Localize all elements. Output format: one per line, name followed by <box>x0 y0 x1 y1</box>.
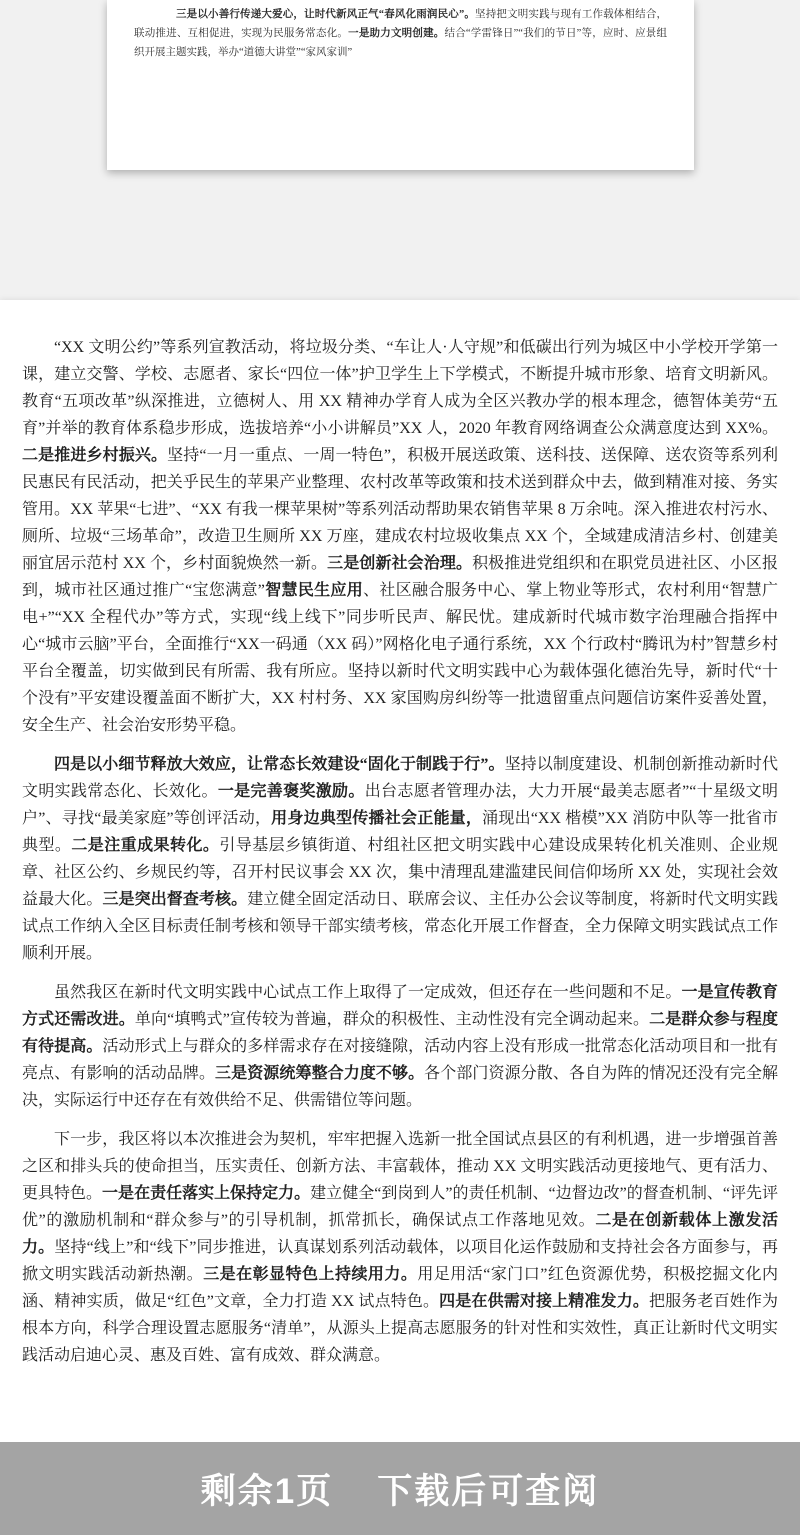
text-run: 二是在创新载体上激发活力。 <box>22 1212 778 1256</box>
text-run: 二是群众参与程度有待提高。 <box>22 1011 778 1055</box>
text-run: 单向“填鸭式”宣传较为普遍，群众的积极性、主动性没有完全调动起来。 <box>134 1011 650 1028</box>
text-run: 把服务老百姓作为根本方向，科学合理设置志愿服务“清单”，从源头上提高志愿服务的针对性和实效性，真正让新时代文明实践活动启迪心灵、惠及百姓、富有成效、群众满意。 <box>22 1293 778 1364</box>
text-run: 二是注重成果转化。 <box>71 837 220 854</box>
text-run: 用身边典型传播社会正能量， <box>271 810 483 827</box>
text-run: 三是以小善行传递大爱心，让时代新风正气“春风化雨润民心”。 <box>176 9 476 20</box>
text-run: 坚持“线上”和“线下”同步推进，认真谋划系列活动载体，以项目化运作鼓励和支持社会各方面参与，再掀文明实践活动新热潮。 <box>22 1239 778 1283</box>
text-run: 、社区融合服务中心、掌上物业等形式，农村利用“智慧广电+”“XX 全程代办”等方式，实现“线上线下”同步听民声、解民忧。建成新时代城市数字治理融合指挥中心“城市云脑”平台，全面推行“XX一码通（XX 码）”网格化电子通行系统，XX 个行政村“腾讯为村”智慧乡村平台全覆盖，切实做到民有所需、我有所应。坚持以新时代文明实践中心为载体强化德治先导，新时代“十个没有”平安建设覆盖面不断扩大，XX 村村务、XX 家国购房纠纷等一批遗留重点问题信访案件妥善处置，安全生产、社会治安形势平稳。 <box>22 582 778 734</box>
text-run: 坚持以制度建设、机制创新推动新时代文明实践常态化、长效化。 <box>22 756 778 800</box>
text-run: 建立健全固定活动日、联席会议、主任办公会议等制度，将新时代文明实践试点工作纳入全区目标责任制考核和领导干部实绩考核，常态化开展工作督查，全力保障文明实践试点工作顺利开展。 <box>22 891 778 962</box>
download-footer-bar[interactable] <box>0 1442 800 1535</box>
text-run: 一是宣传教育方式还需改进。 <box>22 984 778 1028</box>
text-run: 三是创新社会治理。 <box>327 555 473 572</box>
text-run: 三是在彰显特色上持续用力。 <box>203 1266 418 1283</box>
paragraph <box>22 979 778 1114</box>
text-run: 坚持把文明实践与现有工作载体相结合，联动推进、互相促进，实现为民服务常态化。 <box>134 9 668 39</box>
text-run: 建立健全“到岗到人”的责任机制、“边督边改”的督查机制、“评先评优”的激励机制和“群众参与”的引导机制，抓常抓长，确保试点工作落地见效。 <box>22 1185 778 1229</box>
paragraph <box>22 334 778 739</box>
text-run: 智慧民生应用 <box>264 582 364 599</box>
text-run: 引导基层乡镇街道、村组社区把文明实践中心建设成果转化机关准则、企业规章、社区公约、乡规民约等，召开村民议事会 XX 次，集中清理乱建滥建民间信仰场所 XX 处，实现社会效益最大化。 <box>22 837 778 908</box>
document-body <box>22 334 778 1369</box>
text-run: 出台志愿者管理办法，大力开展“最美志愿者”“十星级文明户”、寻找“最美家庭”等创评活动， <box>22 783 778 827</box>
text-run: 用足用活“家门口”红色资源优势，积极挖掘文化内涵、精神实质，做足“红色”文章，全力打造 XX 试点特色。 <box>22 1266 778 1310</box>
text-run: 结合“学雷锋日”“我们的节日”等，应时、应景组织开展主题实践，举办“道德大讲堂”“家风家训” <box>134 28 668 58</box>
paragraph <box>22 1126 778 1369</box>
text-run: 三是突出督查考核。 <box>102 891 248 908</box>
text-run: 一是在责任落实上保持定力。 <box>102 1185 311 1202</box>
text-run: 四是以小细节释放大效应，让常态长效建设“固化于制践于行”。 <box>54 756 505 773</box>
text-run: 四是在供需对接上精准发力。 <box>439 1293 649 1310</box>
text-run: 虽然我区在新时代文明实践中心试点工作上取得了一定成效，但还存在一些问题和不足。 <box>54 984 682 1001</box>
text-run: 一是完善褒奖激励。 <box>217 783 365 800</box>
download-hint-label: 下载后可查阅 <box>377 1471 600 1511</box>
remaining-pages-label: 剩余1页 <box>200 1471 334 1511</box>
paragraph <box>22 751 778 967</box>
text-run: 涌现出“XX 楷模”XX 消防中队等一批省市典型。 <box>22 810 778 854</box>
text-run: 一是助力文明创建。 <box>348 28 445 39</box>
text-run: 各个部门资源分散、各自为阵的情况还没有完全解决，实际运行中还存在有效供给不足、供需错位等问题。 <box>22 1065 778 1109</box>
previous-page-preview <box>107 0 694 170</box>
previous-page-text <box>134 5 667 62</box>
text-run: 下一步，我区将以本次推进会为契机，牢牢把握入选新一批全国试点县区的有利机遇，进一步增强首善之区和排头兵的使命担当，压实责任、创新方法、丰富载体，推动 XX 文明实践活动更接地气、更有活力、更具特色。 <box>22 1131 778 1202</box>
text-run: “XX 文明公约”等系列宣教活动，将垃圾分类、“车让人·人守规”和低碳出行列为城区中小学校开学第一课，建立交警、学校、志愿者、家长“四位一体”护卫学生上下学模式，不断提升城市形象、培育文明新风。教育“五项改革”纵深推进，立德树人、用 XX 精神办学育人成为全区兴教办学的根本理念，德智体美劳“五育”并举的教育体系稳步形成，选拔培养“小小讲解员”XX 人，2020 年教育网络调查公众满意度达到 XX%。 <box>22 339 778 437</box>
text-run: 坚持“一月一重点、一周一特色”，积极开展送政策、送科技、送保障、送农资等系列利民惠民有民活动，把关乎民生的苹果产业整理、农村改革等政策和技术送到群众中去，做到精准对接、务实管用。XX 苹果“七进”、“XX 有我一棵苹果树”等系列活动帮助果农销售苹果 8 万余吨。深入推进农村污水、厕所、垃圾“三场革命”，改造卫生厕所 XX 万座，建成农村垃圾收集点 XX 个，全域建成清洁乡村、创建美丽宜居示范村 XX 个，乡村面貌焕然一新。 <box>22 447 778 572</box>
text-run: 积极推进党组织和在职党员进社区、小区报到，城市社区通过推广“宝您满意” <box>22 555 778 599</box>
text-run: 二是推进乡村振兴。 <box>22 447 168 464</box>
document-page <box>0 300 800 1442</box>
text-run: 三是资源统筹整合力度不够。 <box>215 1065 425 1082</box>
text-run: 活动形式上与群众的多样需求存在对接缝隙，活动内容上没有形成一批常态化活动项目和一批有亮点、有影响的活动品牌。 <box>22 1038 778 1082</box>
